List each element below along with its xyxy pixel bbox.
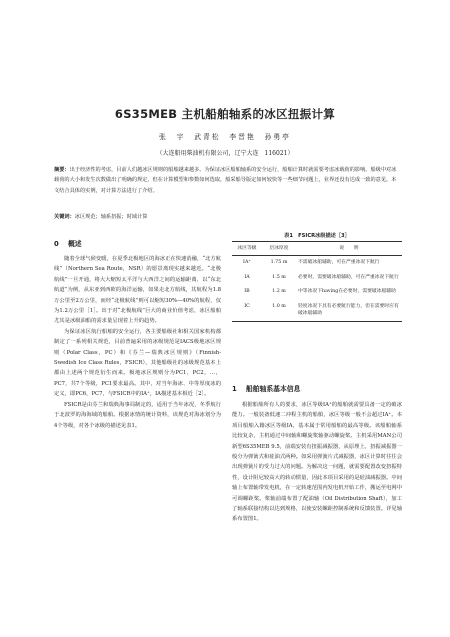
table-row	[232, 300, 402, 322]
table-row	[232, 256, 402, 271]
table-cell-description: 中等冰况下having在必要时，需要破冰船辅助	[298, 289, 396, 295]
section-1-title: 船舶轴系基本信息	[246, 385, 301, 393]
left-column	[54, 254, 221, 431]
keywords-label: 关键词：	[54, 214, 75, 220]
table-1	[232, 241, 402, 322]
table-header-row	[232, 242, 402, 256]
table-cell-description: 轻度冰况下具有必要航行能力，但在需要时应有破冰船辅助	[296, 300, 402, 322]
section-0-paragraph-3: FSICR是由芬兰和瑞典海事局制定的，适用于当年冰况，冬季航行于北波罗的海海域的船舶。根据冰情的统计资料，该规范对海冰划分为4个等级，对各个冰级的描述见表1。	[54, 401, 221, 429]
section-0-paragraph-2: 为保证冰区航行船舶的安全运行，各主要船级社和相关国家机构都制定了一系列相关规范，目前普遍采用的冰级规范是IACS极地冰区规则（Polar Class，PC）和《芬兰—瑞典冰区规则》（Finnish-Swedish Ice Class Rules，FSICR），其他船级社的冰级规范基本上都由上述两个规范衍生而来。极地冰区规则分为PC1，PC2，…，PC7，共7个等级，PC1要求最高。其中，对当年海冰、中等厚度冰的定义，即PC6，PC7，与FSICR中的IA⁺，IA描述基本相近［2］。	[54, 328, 221, 398]
table-header-grade: 冰区等级	[232, 242, 262, 256]
keywords-text: 冰区规范；轴系扭振；时域计算	[74, 214, 148, 220]
paper-title: 6S35MEB 主机船舶轴系的冰区扭振计算	[114, 107, 336, 121]
right-column	[232, 400, 402, 525]
table-1-title: 表1 FSICR冰级描述［3］	[284, 233, 350, 239]
table-cell-grade: IC	[232, 300, 262, 322]
paper-affiliation: （大连船用柴油机有限公司，辽宁大连 116021）	[156, 150, 294, 157]
abstract	[54, 165, 400, 196]
paper-authors: 张 宇 武青松 李晋艳 孙勇亭	[159, 133, 291, 141]
table-row	[232, 271, 402, 285]
section-0-heading	[54, 238, 82, 248]
table-cell-description: 不需破冰船辅助，可在严重冰况下航行	[298, 260, 380, 266]
table-cell-grade: IB	[244, 289, 250, 295]
table-header-thickness: 层冰厚度	[262, 242, 296, 256]
table-cell-thickness: 1.0 m	[262, 300, 296, 322]
table-cell-grade: IA⁺	[243, 260, 251, 266]
table-cell-description: 必要时，需要破冰船辅助，可在严重冰况下航行	[298, 274, 399, 280]
table-cell-thickness: 1.5 m	[272, 274, 286, 280]
section-0-title: 概述	[68, 240, 82, 248]
section-0-number: 0	[54, 240, 59, 248]
keywords	[54, 212, 400, 222]
section-1-paragraph-1: 根据船舶所有人的要求，冰区等级IA⁺的船舶就需要具备一定的破冰能力。一般装备低速二冲程主机的船舶，冰区等级一般不会超过IA⁺。本项目船舶入籍冰区等级IA，基本属于常用船舶的最高等级。该船舶轴系比较复杂，主机通过中间轴和螺旋桨轴驱动螺旋桨。主机采用MAN公司新型6S35MEB 9.5，前端安装有扭振减振器，从原理上，扭振减振器一般分为弹簧式和硅油式两种。如采用弹簧片式减振器，冰区计算时往往会出现弹簧片的受力过大的问题。为解决这一问题，就需要配置改变扭振特性，设计阻尼较高大的转动惯量，因此本项目采用的是硅油减振器。中间轴上布置轴带发电机，在一定转速范围内发电机开始工作，搬运至电网中可调螺距桨。桨轴前端布置了配油轴（Oil Distribution Shaft），加工了轴系联接结构以达到规格，以使安装螺距控制系统和反馈装置。详见轴系布置图1。	[232, 402, 402, 523]
abstract-label: 摘要：	[54, 167, 70, 173]
table-row	[232, 285, 402, 299]
table-cell-thickness: 1.75 m	[270, 260, 288, 266]
abstract-text: 出于经济性的考虑，目前人们越冰区规则的船舶越来越多。为保证冰区船舶轴系的安全运行，船舶计算时就需要考虑冰载荷的影响。船级中对冰载荷的大小和发生次数做出了明确的规定，但在计算模型和参数如何选取，船采船导版定如何较快等一些细节问题上，业界还没有达成一致的意见。本文结合具体的实例，对计算方法进行了介绍。	[54, 167, 397, 194]
section-1-heading	[232, 383, 300, 393]
section-0-paragraph-1: 随着全球气候变暖，在夏季北极地区的海冰正在快速消融，“北方航线”（Northern Sea Route，NSR）的愿景离现实越来越近。“北极航线”一旦开通，将大大缩短太平洋与大西洋之间的运输距离，以“东北航道”为例，从东亚到西欧的海洋运输，如果走北方航线，其航程为1.8万公里至2万公里，而经“北极航线”则可以缩短30%—40%的航程，仅为1.2万公里［1］。出于对“北极航线”巨大的商业价值考虑，冰区船舶尤其是冰级油船的需求量呈现着上升的趋势。	[54, 256, 221, 325]
table-header-description: 说 明	[296, 242, 402, 256]
table-cell-thickness: 1.2 m	[272, 289, 286, 295]
section-1-number: 1	[232, 385, 237, 393]
table-cell-grade: IA	[244, 274, 250, 280]
